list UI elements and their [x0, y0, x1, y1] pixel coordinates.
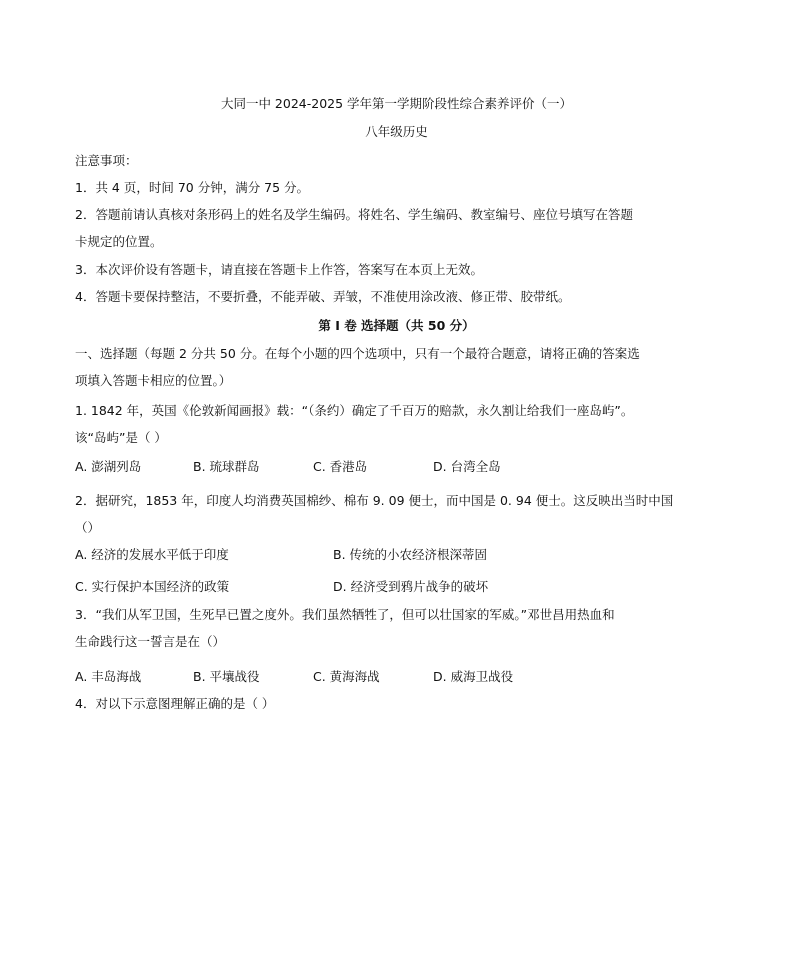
option-c: C. 黄海海战: [313, 669, 380, 684]
note-item: 2．答题前请认真核对条形码上的姓名及学生编码。将姓名、学生编码、教室编号、座位号填写在答题: [75, 207, 633, 222]
question-text: 该“岛屿”是（ ）: [75, 430, 167, 445]
question-text: 3．“我们从军卫国，生死早已置之度外。我们虽然牺牲了，但可以壮国家的军威。”邓世昌用热血和: [75, 607, 615, 622]
note-item: 卡规定的位置。: [75, 234, 163, 249]
section-instruction: 项填入答题卡相应的位置。）: [75, 373, 232, 388]
option-a: A. 澎湖列岛: [75, 459, 142, 474]
option-a: A. 经济的发展水平低于印度: [75, 547, 229, 562]
option-c: C. 实行保护本国经济的政策: [75, 579, 230, 594]
question-text: 4．对以下示意图理解正确的是（ ）: [75, 696, 275, 711]
note-item: 1．共 4 页，时间 70 分钟，满分 75 分。: [75, 180, 310, 195]
question-text: 2．据研究，1853 年，印度人均消费英国棉纱、棉布 9. 09 便士，而中国是 0. 94 便士。这反映出当时中国: [75, 493, 674, 508]
option-b: B. 琉球群岛: [193, 459, 260, 474]
section-title: 第 I 卷 选择题（共 50 分）: [318, 318, 475, 333]
option-b: B. 平壤战役: [193, 669, 260, 684]
option-b: B. 传统的小农经济根深蒂固: [333, 547, 488, 562]
section-instruction: 一、选择题（每题 2 分共 50 分。在每个小题的四个选项中，只有一个最符合题意，请将正确的答案选: [75, 346, 640, 361]
note-item: 4．答题卡要保持整洁，不要折叠，不能弄破、弄皱，不准使用涂改液、修正带、胶带纸。: [75, 289, 571, 304]
notes-heading: 注意事项：: [75, 153, 138, 168]
question-text: 1. 1842 年，英国《伦敦新闻画报》载：“（条约）确定了千百万的赔款，永久割让给我们一座岛屿”。: [75, 403, 634, 418]
option-a: A. 丰岛海战: [75, 669, 142, 684]
note-item: 3．本次评价设有答题卡，请直接在答题卡上作答，答案写在本页上无效。: [75, 262, 483, 277]
page-title: 大同一中 2024-2025 学年第一学期阶段性综合素养评价（一）: [220, 96, 573, 111]
question-text: （）: [75, 520, 101, 535]
question-text: 生命践行这一誓言是在（）: [75, 634, 226, 649]
option-d: D. 台湾全岛: [433, 459, 501, 474]
option-d: D. 经济受到鸦片战争的破坏: [333, 579, 489, 594]
option-d: D. 威海卫战役: [433, 669, 514, 684]
option-c: C. 香港岛: [313, 459, 368, 474]
page-subtitle: 八年级历史: [365, 124, 428, 139]
